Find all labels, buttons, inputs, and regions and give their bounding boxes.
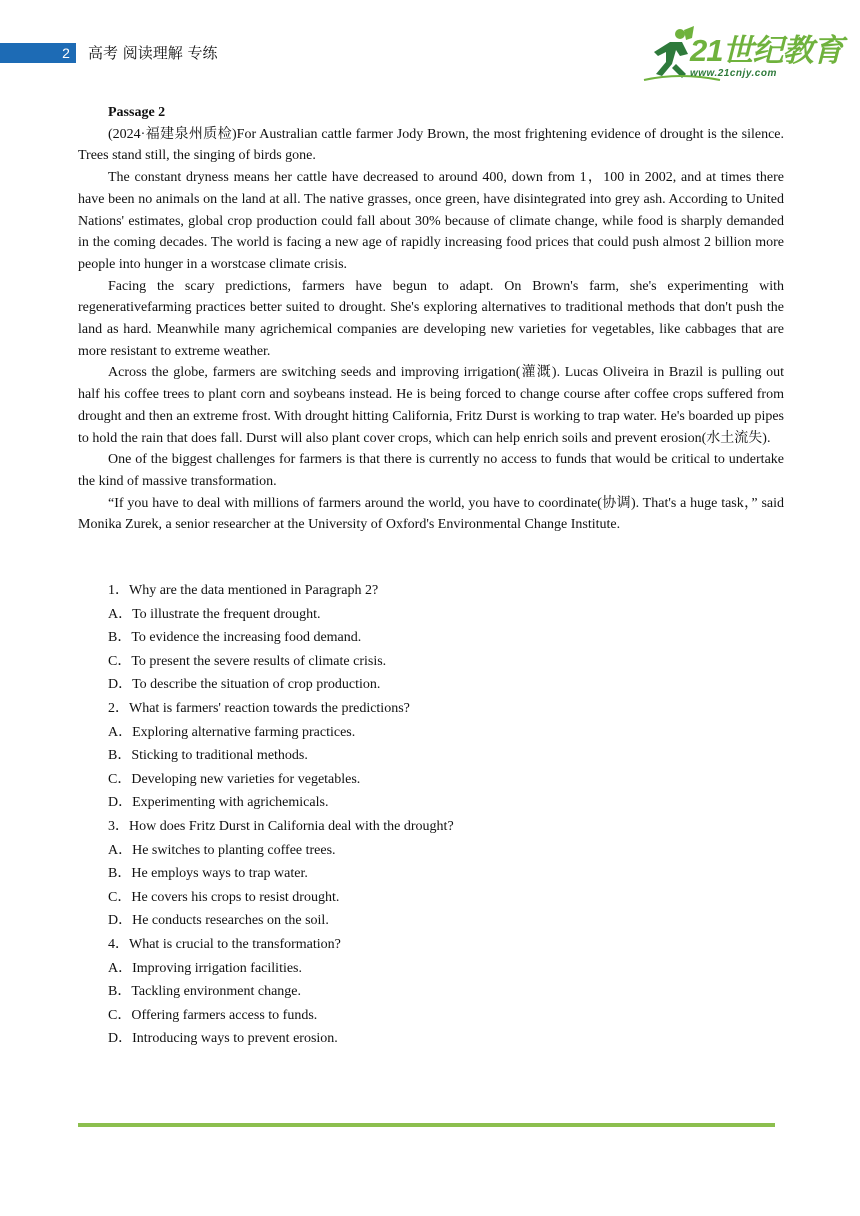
logo-text: 21世纪教育	[690, 33, 843, 68]
answer-option: A．Improving irrigation facilities.	[108, 960, 303, 976]
header-title: 高考 阅读理解 专练	[88, 44, 218, 62]
paragraph: One of the biggest challenges for farmers is that there is currently no access to funds that would be critical to undertake the kind of massive transformation.	[78, 452, 784, 489]
answer-option: B．To evidence the increasing food demand.	[108, 630, 362, 646]
question-list	[108, 579, 668, 1051]
paragraph: Across the globe, farmers are switching seeds and improving irrigation(灌溉). Lucas Oliveira in Brazil is pulling out half his coffee trees to plant corn and soybeans instead. He is being forced to change course after coffee crops suffered from drought and then an extreme frost. With drought hitting California, Fritz Durst is working to trap water. He's boarded up pipes to hold the rain that does fall. Durst will also plant cover crops, which can help enrich soils and prevent erosion(水土流失).	[78, 365, 784, 446]
paragraph: (2024·福建泉州质检)For Australian cattle farmer Jody Brown, the most frightening evidence of drought is the silence. Trees stand still, the singing of birds gone.	[78, 126, 784, 164]
footer-divider	[78, 1123, 775, 1127]
answer-option: C．Developing new varieties for vegetables.	[108, 771, 361, 787]
page-number: 2	[62, 45, 70, 61]
answer-option: D．Experimenting with agrichemicals.	[108, 795, 329, 811]
paragraph: “If you have to deal with millions of farmers around the world, you have to coordinate(协调). That's a huge task，” said Monika Zurek, a senior researcher at the University of Oxford's Environmental Change Institute.	[78, 495, 784, 533]
question-stem: 2．What is farmers' reaction towards the predictions?	[108, 700, 410, 716]
answer-option: C．Offering farmers access to funds.	[108, 1007, 318, 1023]
answer-option: B．Sticking to traditional methods.	[108, 748, 308, 764]
answer-option: A．He switches to planting coffee trees.	[108, 842, 336, 858]
answer-option: B．He employs ways to trap water.	[108, 866, 308, 882]
question-stem: 1．Why are the data mentioned in Paragraph 2?	[108, 583, 379, 598]
answer-option: D．To describe the situation of crop production.	[108, 677, 381, 693]
answer-option: C．To present the severe results of climate crisis.	[108, 653, 387, 669]
logo-url: www.21cnjy.com	[690, 68, 777, 79]
paragraph: The constant dryness means her cattle have decreased to around 400, down from 1，100 in 2002, and at times there have been no animals on the land at all. The native grasses, once green, have disintegrated into grey ash. According to United Nations' estimates, global crop production could fall about 30% because of climate change, while food is sharply demanded in the coming decades. The world is facing a new age of rapidly increasing food prices that could push almost 2 billion more people into hunger in a worstcase climate crisis.	[78, 170, 784, 272]
passage-title: Passage 2	[108, 105, 166, 120]
passage	[78, 102, 784, 536]
answer-option: C．He covers his crops to resist drought.	[108, 889, 340, 905]
answer-option: D．He conducts researches on the soil.	[108, 913, 329, 929]
answer-option: A．To illustrate the frequent drought.	[108, 606, 321, 622]
question-stem: 3．How does Fritz Durst in California deal with the drought?	[108, 818, 454, 834]
answer-option: B．Tackling environment change.	[108, 984, 302, 1000]
question-stem: 4．What is crucial to the transformation?	[108, 936, 341, 952]
answer-option: A．Exploring alternative farming practices.	[108, 724, 356, 740]
answer-option: D．Introducing ways to prevent erosion.	[108, 1031, 338, 1047]
paragraph: Facing the scary predictions, farmers have begun to adapt. On Brown's farm, she's experimenting with regenerativefarming practices better suited to drought. She's exploring alternatives to traditional methods that don't push the land as hard. Meanwhile many agrichemical companies are developing new varieties for vegetables, like cabbages that are more resistant to extreme weather.	[78, 278, 784, 359]
